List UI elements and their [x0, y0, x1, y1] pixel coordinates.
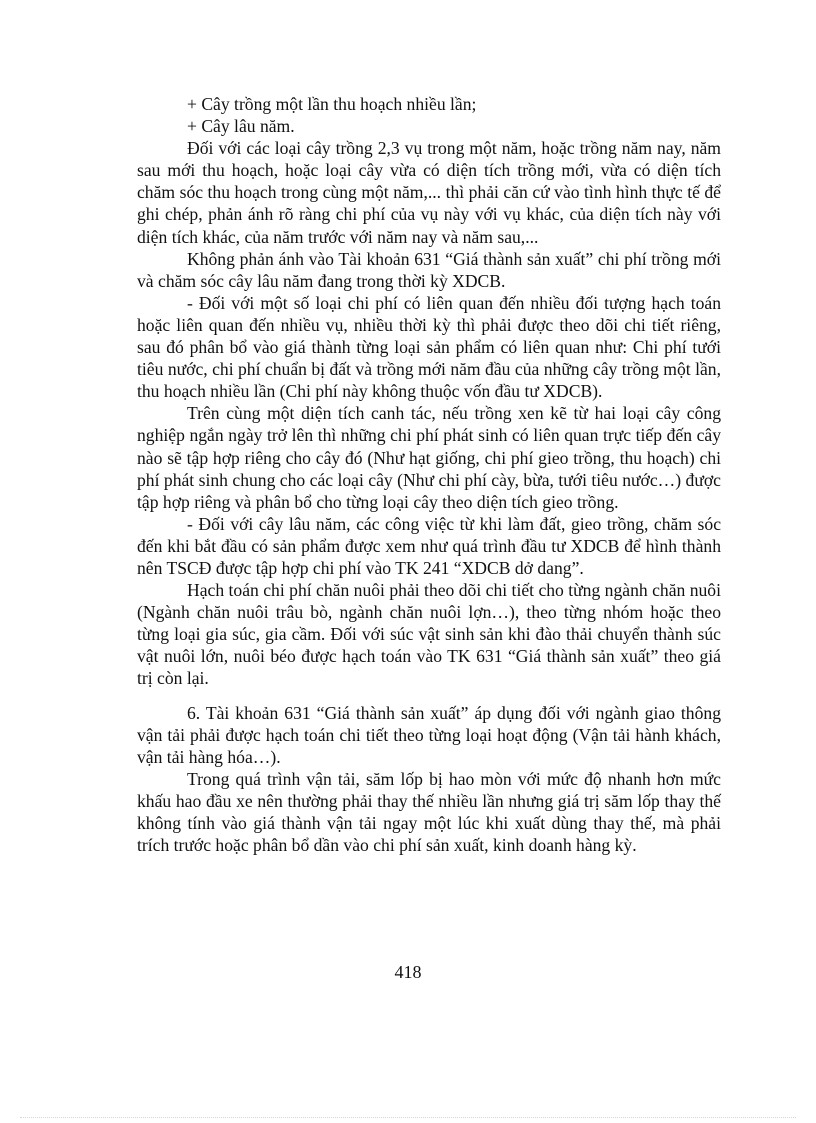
- paragraph-10: Trong quá trình vận tải, săm lốp bị hao mòn với mức độ nhanh hơn mức khấu hao đầu xe nên thường phải thay thế nhiều lần nhưng giá trị săm lốp thay thế không tính vào giá thành vận tải ngay một lúc khi xuất dùng thay thế, mà phải trích trước hoặc phân bổ dần vào chi phí sản xuất, kinh doanh hàng kỳ.: [137, 768, 721, 856]
- paragraph-3: Đối với các loại cây trồng 2,3 vụ trong một năm, hoặc trồng năm nay, năm sau mới thu hoạch, hoặc loại cây vừa có diện tích trồng mới, vừa có diện tích chăm sóc thu hoạch trong cùng một năm,... thì phải căn cứ vào tình hình thực tế để ghi chép, phản ánh rõ ràng chi phí của vụ này với vụ khác, của diện tích này với diện tích khác, của năm trước với năm nay và năm sau,...: [137, 138, 721, 247]
- paragraph-6: Trên cùng một diện tích canh tác, nếu trồng xen kẽ từ hai loại cây công nghiệp ngắn ngày trở lên thì những chi phí phát sinh có liên quan trực tiếp đến cây nào sẽ tập hợp riêng cho cây đó (Như hạt giống, chi phí gieo trồng, thu hoạch) chi phí phát sinh chung cho các loại cây (Như chi phí cày, bừa, tưới tiêu nước…) được tập hợp riêng và phân bổ cho từng loại cây theo diện tích gieo trồng.: [137, 403, 721, 512]
- paragraph-7: - Đối với cây lâu năm, các công việc từ khi làm đất, gieo trồng, chăm sóc đến khi bắt đầu có sản phẩm được xem như quá trình đầu tư XDCB để hình thành nên TSCĐ được tập hợp chi phí vào TK 241 “XDCB dở dang”.: [137, 513, 721, 578]
- body-text: [137, 93, 721, 856]
- paragraph-2: + Cây lâu năm.: [187, 116, 295, 137]
- page-number: 418: [394, 962, 422, 982]
- page-bottom-divider: [20, 1117, 796, 1118]
- paragraph-8: Hạch toán chi phí chăn nuôi phải theo dõi chi tiết cho từng ngành chăn nuôi (Ngành chăn nuôi trâu bò, ngành chăn nuôi lợn…), theo từng nhóm hoặc theo từng loại gia súc, gia cầm. Đối với súc vật sinh sản khi đào thải chuyển thành súc vật nuôi lớn, nuôi béo được hạch toán vào TK 631 “Giá thành sản xuất” theo giá trị còn lại.: [137, 580, 721, 689]
- paragraph-5: - Đối với một số loại chi phí có liên quan đến nhiều đối tượng hạch toán hoặc liên quan đến nhiều vụ, nhiều thời kỳ thì phải được theo dõi chi tiết riêng, sau đó phân bổ vào giá thành từng loại sản phẩm có liên quan như: Chi phí tưới tiêu nước, chi phí chuẩn bị đất và trồng mới năm đầu của những cây trồng một lần, thu hoạch nhiều lần (Chi phí này không thuộc vốn đầu tư XDCB).: [137, 292, 721, 402]
- paragraph-9: 6. Tài khoản 631 “Giá thành sản xuất” áp dụng đối với ngành giao thông vận tải phải được hạch toán chi tiết theo từng loại hoạt động (Vận tải hành khách, vận tải hàng hóa…).: [137, 702, 721, 767]
- paragraph-1: + Cây trồng một lần thu hoạch nhiều lần;: [187, 94, 477, 114]
- paragraph-4: Không phản ánh vào Tài khoản 631 “Giá thành sản xuất” chi phí trồng mới và chăm sóc cây lâu năm đang trong thời kỳ XDCB.: [137, 248, 721, 291]
